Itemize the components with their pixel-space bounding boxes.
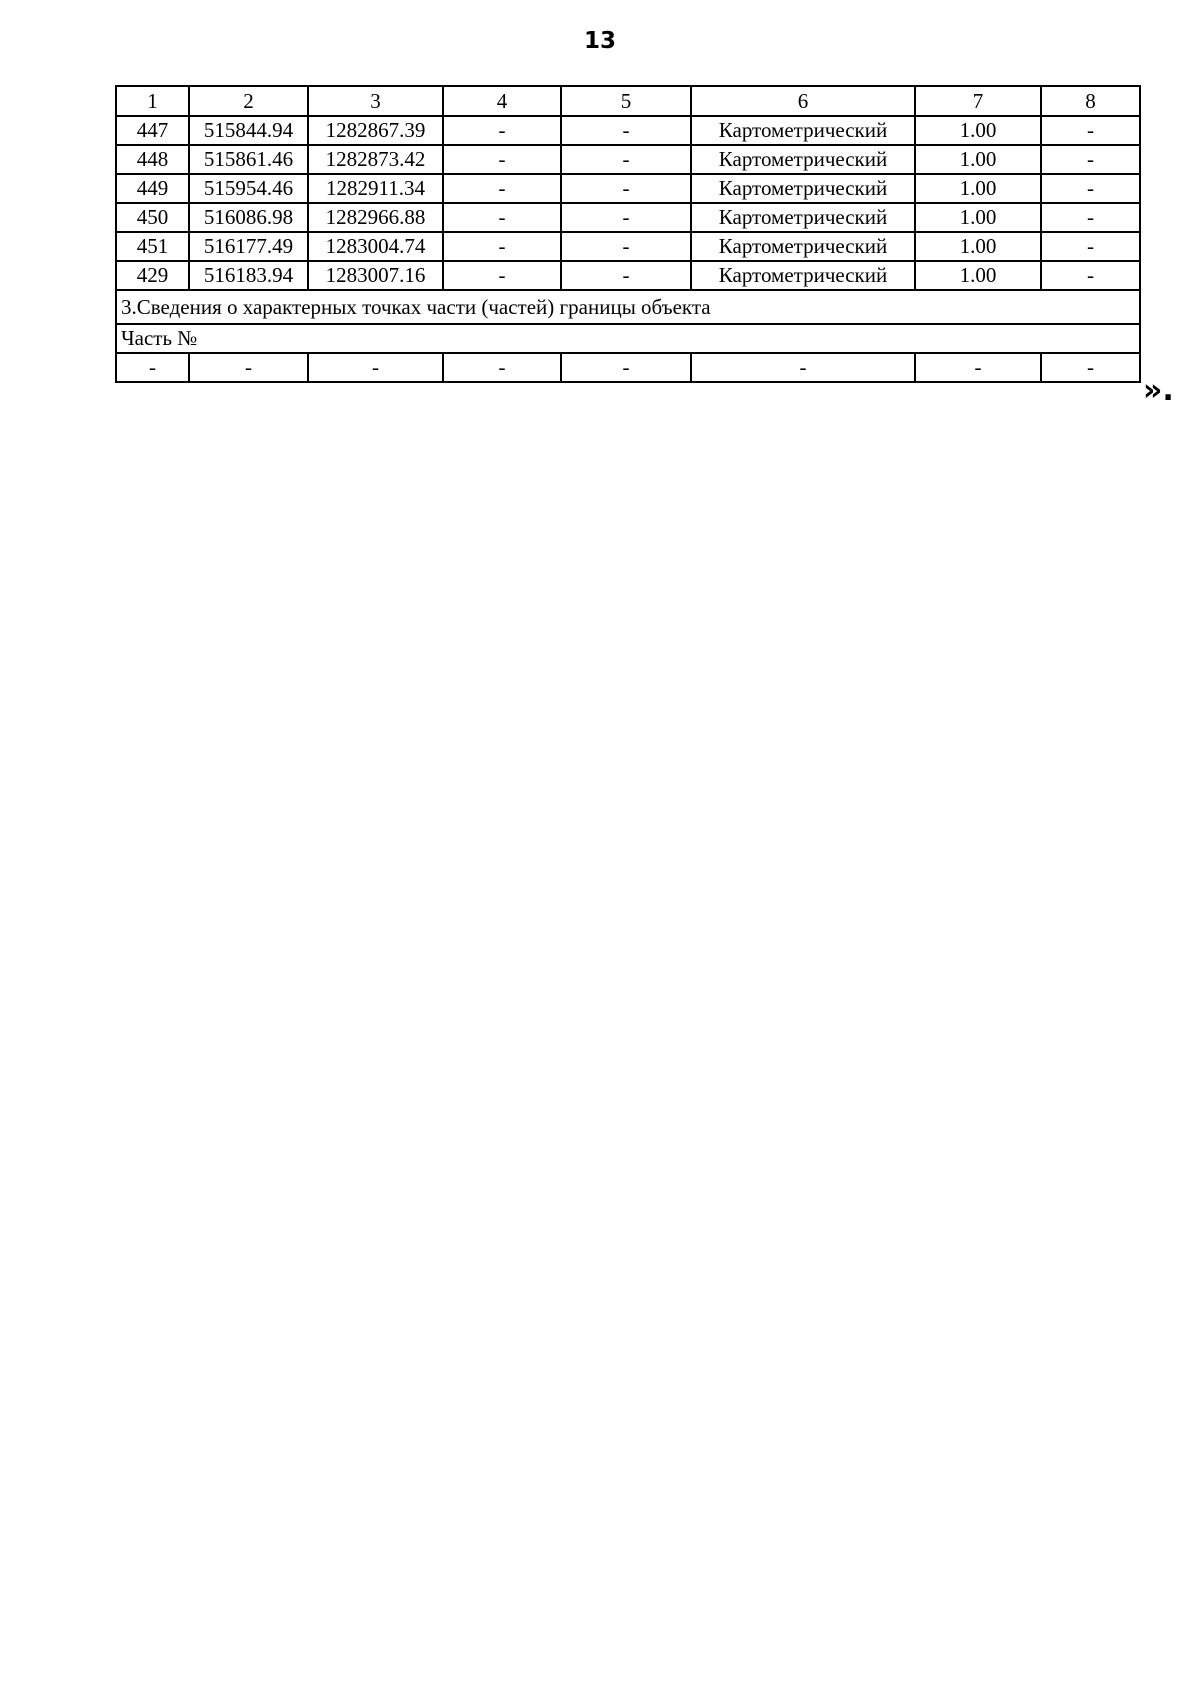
column-header: 6 [691,86,915,116]
column-header: 3 [308,86,443,116]
part-label-row [116,324,1140,353]
table-cell: - [1041,261,1140,290]
table-cell: Картометрический [691,116,915,145]
table-cell: 1.00 [915,261,1041,290]
table-cell: 1282911.34 [308,174,443,203]
table-cell: Картометрический [691,261,915,290]
table-row [116,145,1140,174]
table-cell: 1.00 [915,232,1041,261]
page-number: 13 [583,28,616,54]
table-cell: - [1041,203,1140,232]
table-cell: - [308,353,443,382]
table-cell: 1282873.42 [308,145,443,174]
table-cell: 516183.94 [189,261,308,290]
table-cell: - [443,203,561,232]
column-header: 4 [443,86,561,116]
table-cell: - [116,353,189,382]
table-cell: 429 [116,261,189,290]
table-cell: 449 [116,174,189,203]
table-cell: - [443,232,561,261]
section-title-row [116,290,1140,324]
table-cell: Картометрический [691,203,915,232]
table-cell: 1.00 [915,116,1041,145]
table-cell: - [561,232,691,261]
table-cell: - [1041,116,1140,145]
table-cell: - [1041,232,1140,261]
table-cell: - [1041,174,1140,203]
column-header: 8 [1041,86,1140,116]
table-cell: - [443,145,561,174]
table-cell: 516086.98 [189,203,308,232]
table-row [116,116,1140,145]
table-cell: 1283007.16 [308,261,443,290]
table-cell: - [561,116,691,145]
table-cell: 515844.94 [189,116,308,145]
column-header: 7 [915,86,1041,116]
table-cell: - [561,261,691,290]
table-cell: - [1041,353,1140,382]
table-row [116,203,1140,232]
table-cell: - [443,261,561,290]
column-header: 1 [116,86,189,116]
closing-quote-mark: ». [1143,373,1174,408]
part-label: Часть № [116,324,1140,353]
table-header-row [116,86,1140,116]
table-cell: 451 [116,232,189,261]
table-cell: - [561,353,691,382]
table-cell: - [1041,145,1140,174]
table-cell: - [443,116,561,145]
table-cell: Картометрический [691,232,915,261]
table-cell: 448 [116,145,189,174]
table-row [116,261,1140,290]
table-row [116,232,1140,261]
table-cell: 1.00 [915,203,1041,232]
table-cell: - [189,353,308,382]
table-cell: 1.00 [915,145,1041,174]
table-cell: - [691,353,915,382]
table-cell: Картометрический [691,145,915,174]
table-cell: 515861.46 [189,145,308,174]
table-cell: 516177.49 [189,232,308,261]
column-header: 2 [189,86,308,116]
table-cell: 1282966.88 [308,203,443,232]
table-cell: - [443,353,561,382]
table-cell: 515954.46 [189,174,308,203]
coordinates-table [115,85,1141,383]
table-row [116,174,1140,203]
table-cell: - [561,145,691,174]
table-cell: Картометрический [691,174,915,203]
empty-data-row [116,353,1140,382]
table-cell: 450 [116,203,189,232]
table-cell: - [561,174,691,203]
table-cell: 447 [116,116,189,145]
table-cell: 1283004.74 [308,232,443,261]
table-cell: - [443,174,561,203]
table-cell: 1282867.39 [308,116,443,145]
table-cell: 1.00 [915,174,1041,203]
table-cell: - [915,353,1041,382]
column-header: 5 [561,86,691,116]
section-title: 3.Сведения о характерных точках части (частей) границы объекта [116,290,1140,324]
table-cell: - [561,203,691,232]
